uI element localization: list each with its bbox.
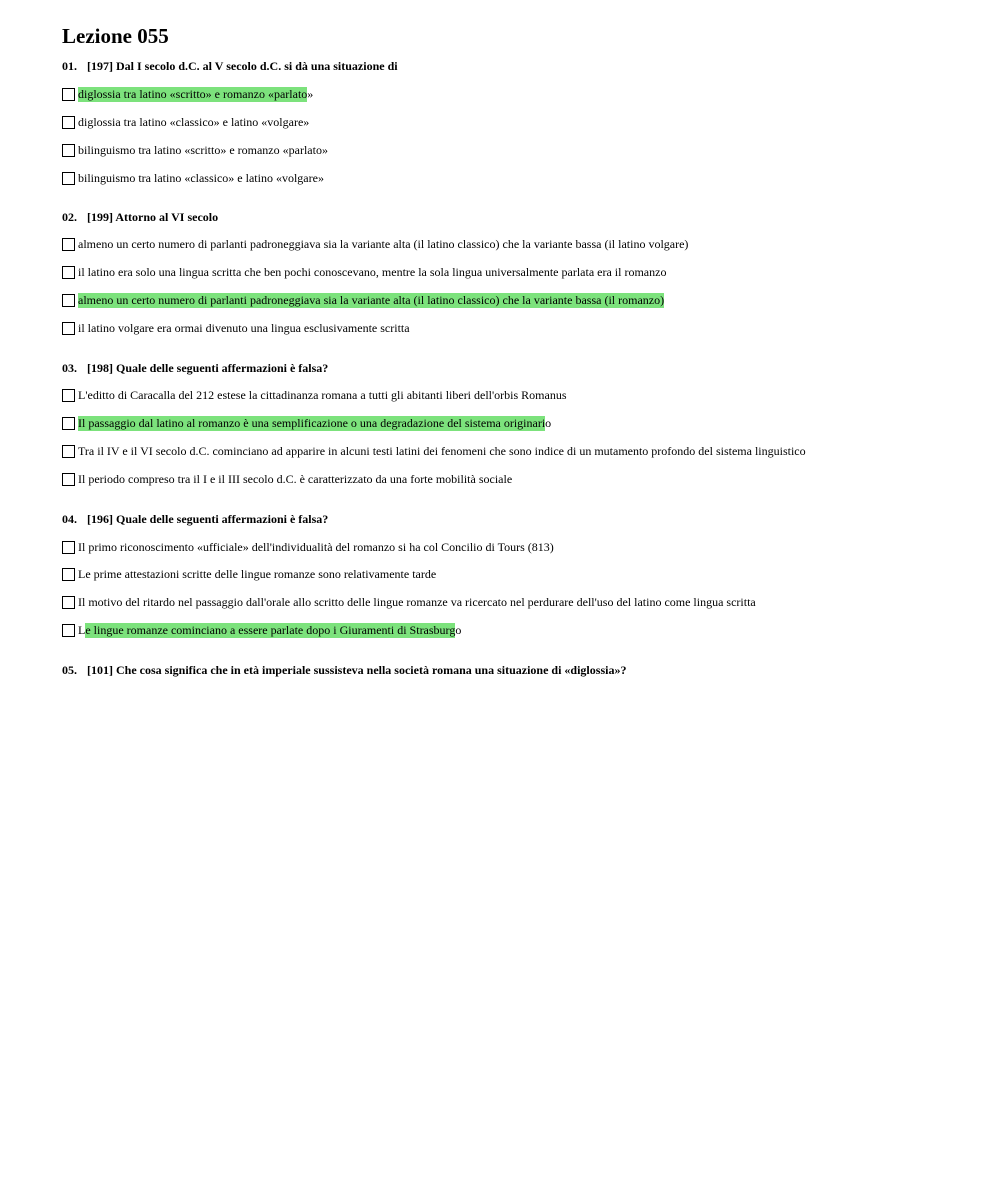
answer-checkbox[interactable] <box>62 116 75 129</box>
answer-option <box>62 114 309 130</box>
option-text: bilinguismo tra latino «scritto» e romanzo «parlato» <box>78 142 328 157</box>
question-number: 04. <box>62 512 77 526</box>
option-text: almeno un certo numero di parlanti padroneggiava sia la variante alta (il latino classico) che la variante bassa (il latino volgare) <box>78 236 689 251</box>
option-text: Le prime attestazioni scritte delle lingue romanze sono relativamente tarde <box>78 566 437 581</box>
answer-option <box>62 86 313 102</box>
question-prompt: [199] Attorno al VI secolo <box>87 210 219 224</box>
answer-option <box>62 471 512 487</box>
answer-checkbox[interactable] <box>62 541 75 554</box>
question-number: 03. <box>62 361 77 375</box>
option-text: L'editto di Caracalla del 212 estese la cittadinanza romana a tutti gli abitanti liberi dell'orbis Romanus <box>78 387 567 402</box>
answer-option <box>62 566 436 582</box>
option-text: Il motivo del ritardo nel passaggio dall'orale allo scritto delle lingue romanze va ricercato nel perdurare dell'uso del latino come lingua scritta <box>78 594 756 609</box>
answer-checkbox[interactable] <box>62 624 75 637</box>
question-number: 02. <box>62 210 77 224</box>
option-text-tail: o <box>455 622 462 637</box>
answer-option <box>62 539 554 555</box>
answer-checkbox[interactable] <box>62 266 75 279</box>
answer-checkbox[interactable] <box>62 473 75 486</box>
answer-option <box>62 170 324 186</box>
answer-checkbox[interactable] <box>62 568 75 581</box>
answer-option <box>62 236 688 252</box>
answer-option <box>62 443 806 459</box>
option-text-tail: o <box>545 415 552 430</box>
highlighted-answer-text: e lingue romanze cominciano a essere parlate dopo i Giuramenti di Strasburg <box>85 622 456 637</box>
answer-checkbox[interactable] <box>62 144 75 157</box>
highlighted-answer-text: almeno un certo numero di parlanti padroneggiava sia la variante alta (il latino classico) che la variante bassa (il romanzo) <box>78 292 665 307</box>
answer-checkbox[interactable] <box>62 238 75 251</box>
question-prompt: [198] Quale delle seguenti affermazioni è falsa? <box>87 361 329 375</box>
question-5 <box>62 663 626 678</box>
option-text: il latino era solo una lingua scritta che ben pochi conoscevano, mentre la sola lingua universalmente parlata era il romanzo <box>78 264 667 279</box>
answer-checkbox[interactable] <box>62 417 75 430</box>
question-2 <box>62 210 218 225</box>
answer-checkbox[interactable] <box>62 445 75 458</box>
answer-option <box>62 142 328 158</box>
question-3 <box>62 361 328 376</box>
option-text: diglossia tra latino «classico» e latino «volgare» <box>78 114 310 129</box>
answer-checkbox[interactable] <box>62 389 75 402</box>
answer-option <box>62 320 410 336</box>
option-text: il latino volgare era ormai divenuto una lingua esclusivamente scritta <box>78 320 410 335</box>
option-text: L <box>78 622 86 637</box>
answer-checkbox[interactable] <box>62 322 75 335</box>
answer-checkbox[interactable] <box>62 596 75 609</box>
answer-option <box>62 387 567 403</box>
answer-checkbox[interactable] <box>62 88 75 101</box>
option-text: bilinguismo tra latino «classico» e latino «volgare» <box>78 170 324 185</box>
answer-option <box>62 415 551 431</box>
option-text: Tra il IV e il VI secolo d.C. cominciano ad apparire in alcuni testi latini dei fenomeni che sono indice di un mutamento profondo del sistema linguistico <box>78 443 806 458</box>
question-1 <box>62 59 398 74</box>
answer-option <box>62 264 666 280</box>
option-text-tail: » <box>307 86 314 101</box>
highlighted-answer-text: Il passaggio dal latino al romanzo è una semplificazione o una degradazione del sistema originari <box>78 415 546 430</box>
question-4 <box>62 512 328 527</box>
question-number: 05. <box>62 663 77 677</box>
page-title: Lezione 055 <box>62 24 169 48</box>
question-number: 01. <box>62 59 77 73</box>
highlighted-answer-text: diglossia tra latino «scritto» e romanzo «parlato <box>78 86 308 101</box>
question-prompt: [196] Quale delle seguenti affermazioni è falsa? <box>87 512 329 526</box>
answer-option <box>62 594 756 610</box>
question-prompt: [197] Dal I secolo d.C. al V secolo d.C. si dà una situazione di <box>87 59 398 73</box>
option-text: Il periodo compreso tra il I e il III secolo d.C. è caratterizzato da una forte mobilità sociale <box>78 471 513 486</box>
answer-checkbox[interactable] <box>62 294 75 307</box>
answer-checkbox[interactable] <box>62 172 75 185</box>
option-text: Il primo riconoscimento «ufficiale» dell'individualità del romanzo si ha col Concilio di Tours (813) <box>78 539 554 554</box>
answer-option <box>62 292 664 308</box>
answer-option <box>62 622 461 638</box>
question-prompt: [101] Che cosa significa che in età imperiale sussisteva nella società romana una situazione di «diglossia»? <box>87 663 627 677</box>
